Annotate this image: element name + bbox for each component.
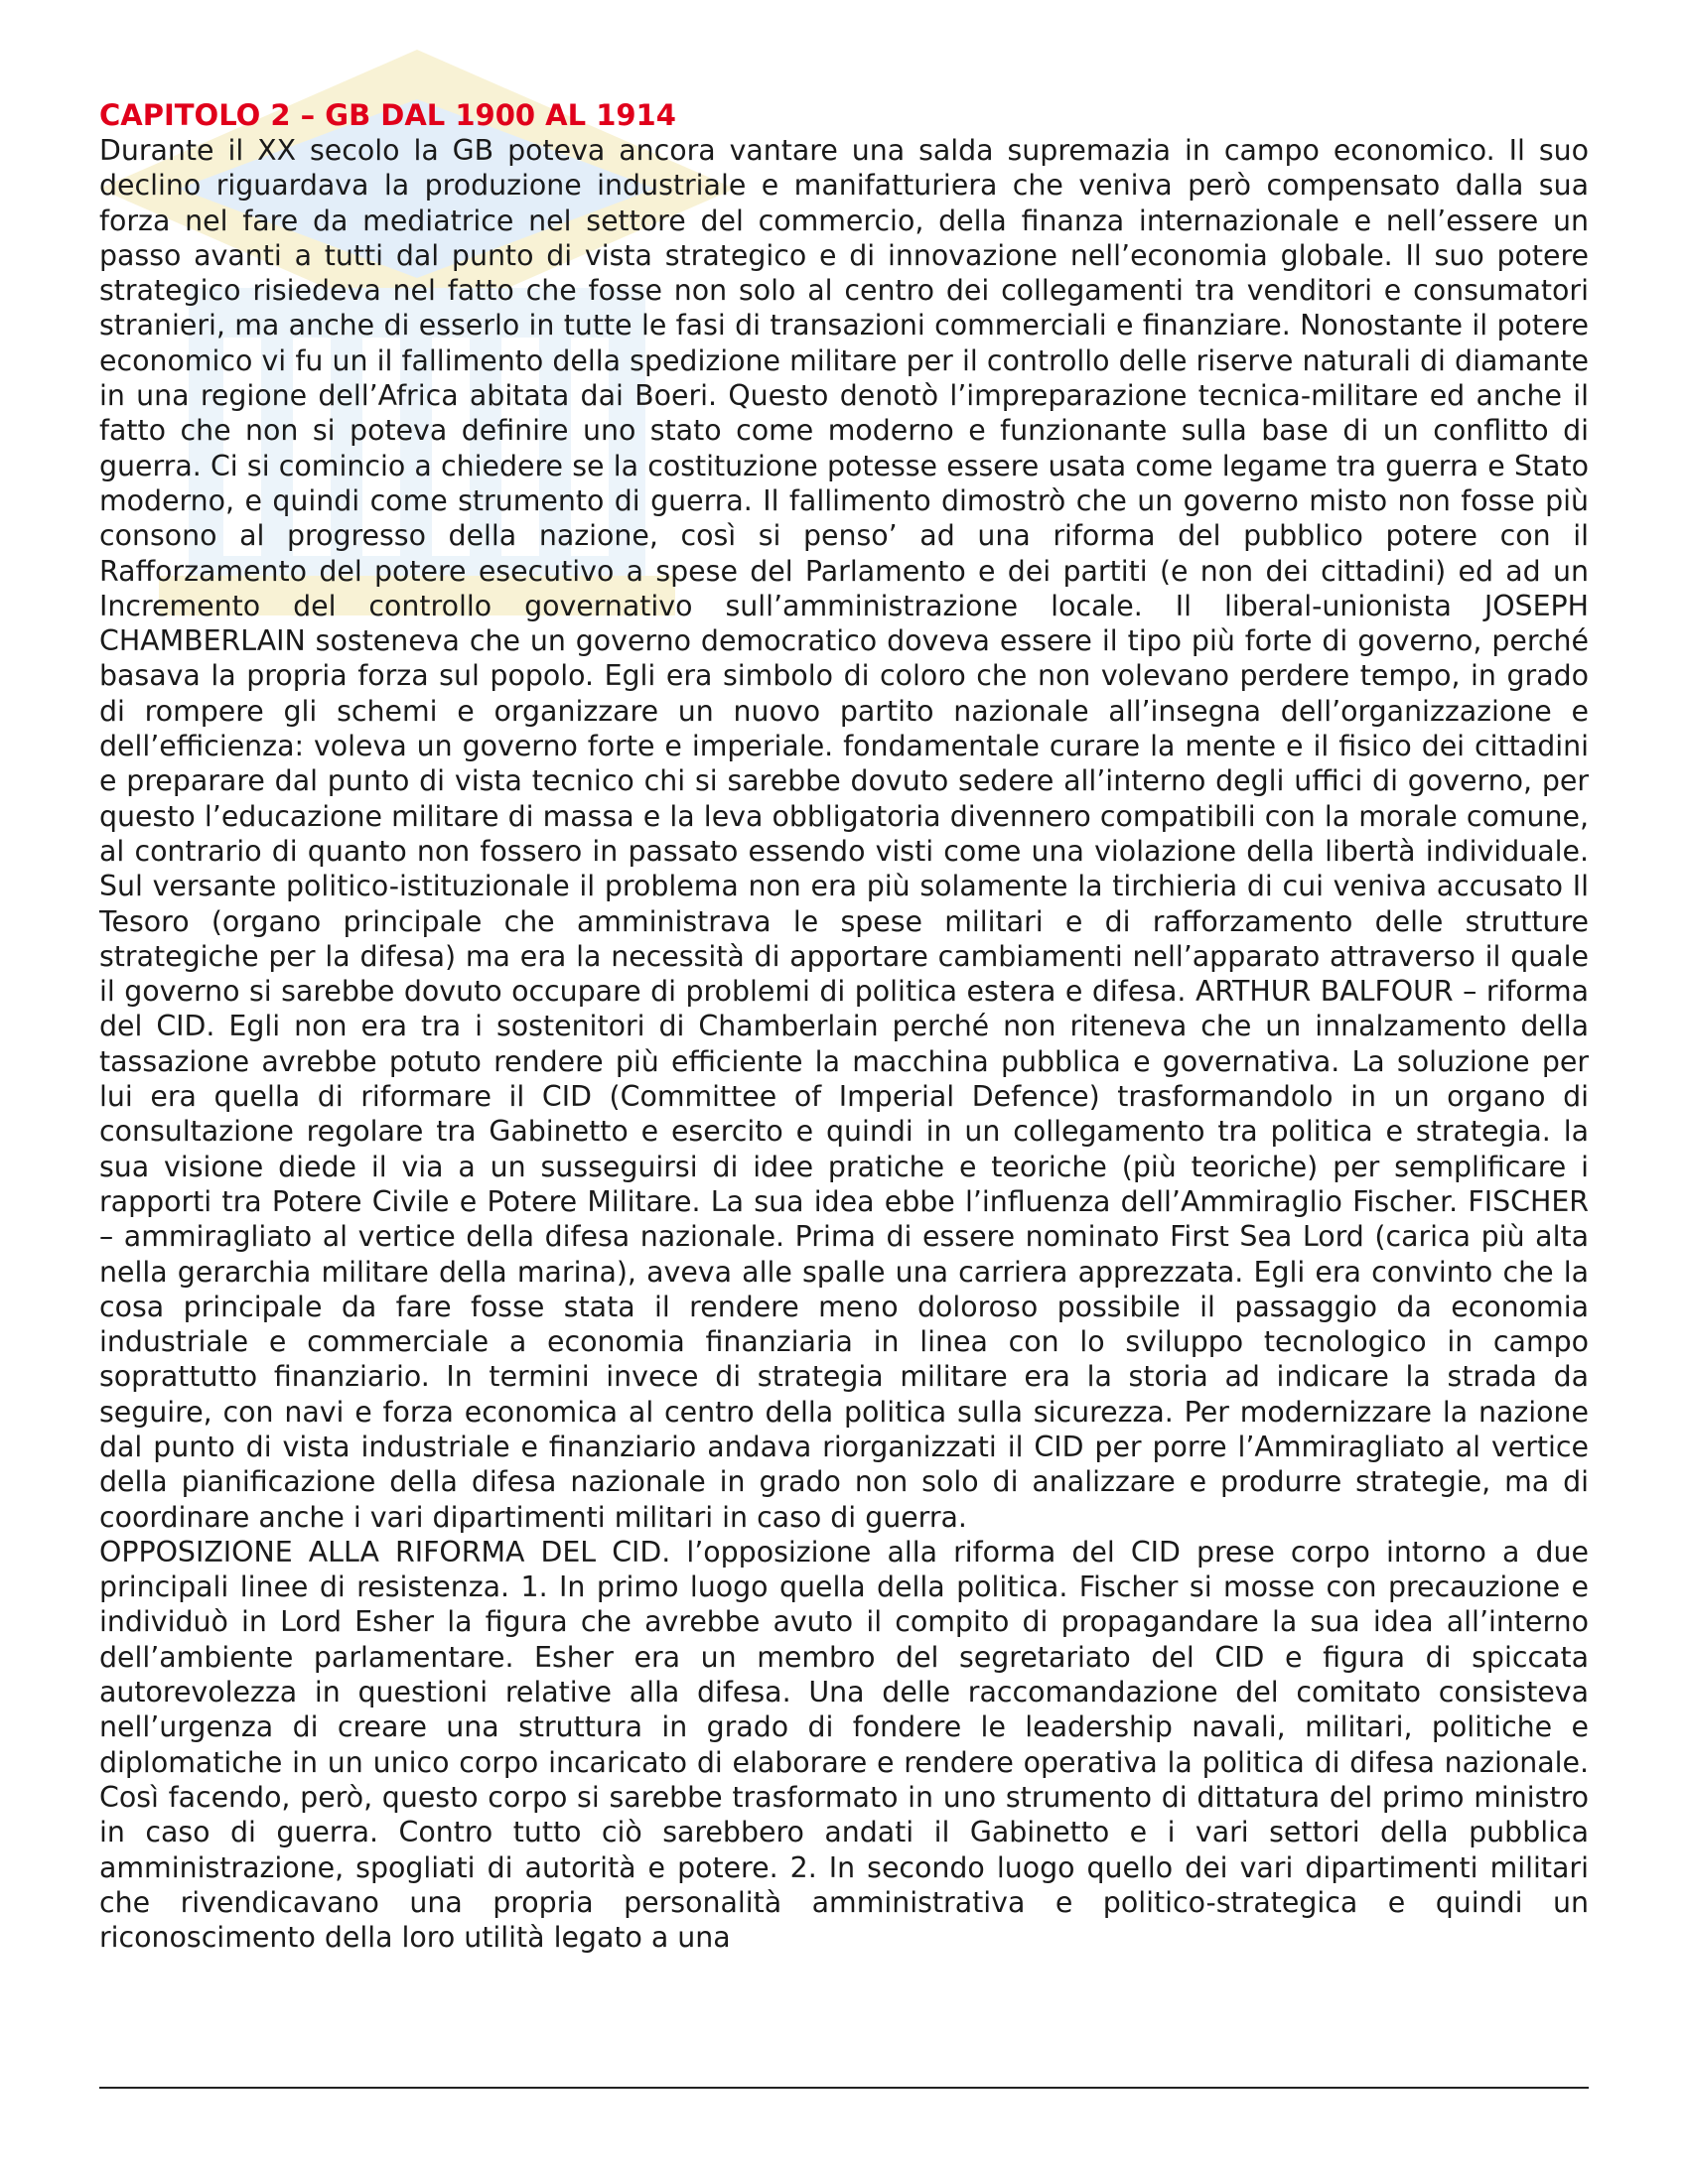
document-page: [99, 97, 1589, 1955]
body-paragraph: Durante il XX secolo la GB poteva ancora vantare una salda supremazia in campo economico. Il suo declino riguardava la produzione industriale e manifatturiera che veniva però compensato dalla sua forza nel fare da mediatrice nel settore del commercio, della finanza internazionale e nell’essere un passo avanti a tutti dal punto di vista strategico e di innovazione nell’economia globale. Il suo potere strategico risiedeva nel fatto che fosse non solo al centro dei collegamenti tra venditori e consumatori stranieri, ma anche di esserlo in tutte le fasi di transazioni commerciali e finanziare. Nonostante il potere economico vi fu un il fallimento della spedizione militare per il controllo delle riserve naturali di diamante in una regione dell’Africa abitata dai Boeri. Questo denotò l’impreparazione tecnica-militare ed anche il fatto che non si poteva definire uno stato come moderno e funzionante sulla base di un conflitto di guerra. Ci si comincio a chiedere se la costituzione potesse essere usata come legame tra guerra e Stato moderno, e quindi come strumento di guerra. Il fallimento dimostrò che un governo misto non fosse più consono al progresso della nazione, così si penso’ ad una riforma del pubblico potere con il Rafforzamento del potere esecutivo a spese del Parlamento e dei partiti (e non dei cittadini) ed ad un Incremento del controllo governativo sull’amministrazione locale. Il liberal-unionista JOSEPH CHAMBERLAIN sosteneva che un governo democratico doveva essere il tipo più forte di governo, perché basava la propria forza sul popolo. Egli era simbolo di coloro che non volevano perdere tempo, in grado di rompere gli schemi e organizzare un nuovo partito nazionale all’insegna dell’organizzazione e dell’efficienza: voleva un governo forte e imperiale. fondamentale curare la mente e il fisico dei cittadini e preparare dal punto di vista tecnico chi si sarebbe dovuto sedere all’interno degli uffici di governo, per questo l’educazione militare di massa e la leva obbligatoria divennero compatibili con la morale comune, al contrario di quanto non fossero in passato essendo visti come una violazione della libertà individuale. Sul versante politico-istituzionale il problema non era più solamente la tirchieria di cui veniva accusato Il Tesoro (organo principale che amministrava le spese militari e di rafforzamento delle strutture strategiche per la difesa) ma era la necessità di apportare cambiamenti nell’apparato attraverso il quale il governo si sarebbe dovuto occupare di problemi di politica estera e difesa. ARTHUR BALFOUR – riforma del CID. Egli non era tra i sostenitori di Chamberlain perché non riteneva che un innalzamento della tassazione avrebbe potuto rendere più efficiente la macchina pubblica e governativa. La soluzione per lui era quella di riformare il CID (Committee of Imperial Defence) trasformandolo in un organo di consultazione regolare tra Gabinetto e esercito e quindi in un collegamento tra politica e strategia. la sua visione diede il via a un susseguirsi di idee pratiche e teoriche (più teoriche) per semplificare i rapporti tra Potere Civile e Potere Militare. La sua idea ebbe l’influenza dell’Ammiraglio Fischer. FISCHER – ammiragliato al vertice della difesa nazionale. Prima di essere nominato First Sea Lord (carica più alta nella gerarchia militare della marina), aveva alle spalle una carriera apprezzata. Egli era convinto che la cosa principale da fare fosse stata il rendere meno doloroso possibile il passaggio da economia industriale e commerciale a economia finanziaria in linea con lo sviluppo tecnologico in campo soprattutto finanziario. In termini invece di strategia militare era la storia ad indicare la strada da seguire, con navi e forza economica al centro della politica sulla sicurezza. Per modernizzare la nazione dal punto di vista industriale e finanziario andava riorganizzati il CID per porre l’Ammiragliato al vertice della pianificazione della difesa nazionale in grado non solo di analizzare e produrre strategie, ma di coordinare anche i vari dipartimenti militari in caso di guerra.: [99, 134, 1589, 1534]
body-paragraph: OPPOSIZIONE ALLA RIFORMA DEL CID. l’opposizione alla riforma del CID prese corpo intorno a due principali linee di resistenza. 1. In primo luogo quella della politica. Fischer si mosse con precauzione e individuò in Lord Esher la figura che avrebbe avuto il compito di propagandare la sua idea all’interno dell’ambiente parlamentare. Esher era un membro del segretariato del CID e figura di spiccata autorevolezza in questioni relative alla difesa. Una delle raccomandazione del comitato consisteva nell’urgenza di creare una struttura in grado di fondere le leadership navali, militari, politiche e diplomatiche in un unico corpo incaricato di elaborare e rendere operativa la politica di difesa nazionale. Così facendo, però, questo corpo si sarebbe trasformato in uno strumento di dittatura del primo ministro in caso di guerra. Contro tutto ciò sarebbero andati il Gabinetto e i vari settori della pubblica amministrazione, spogliati di autorità e potere. 2. In secondo luogo quello dei vari dipartimenti militari che rivendicavano una propria personalità amministrativa e politico-strategica e quindi un riconoscimento della loro utilità legato a una: [99, 1535, 1589, 1955]
footer-rule: [99, 2087, 1589, 2089]
chapter-title: CAPITOLO 2 – GB DAL 1900 AL 1914: [99, 98, 676, 132]
